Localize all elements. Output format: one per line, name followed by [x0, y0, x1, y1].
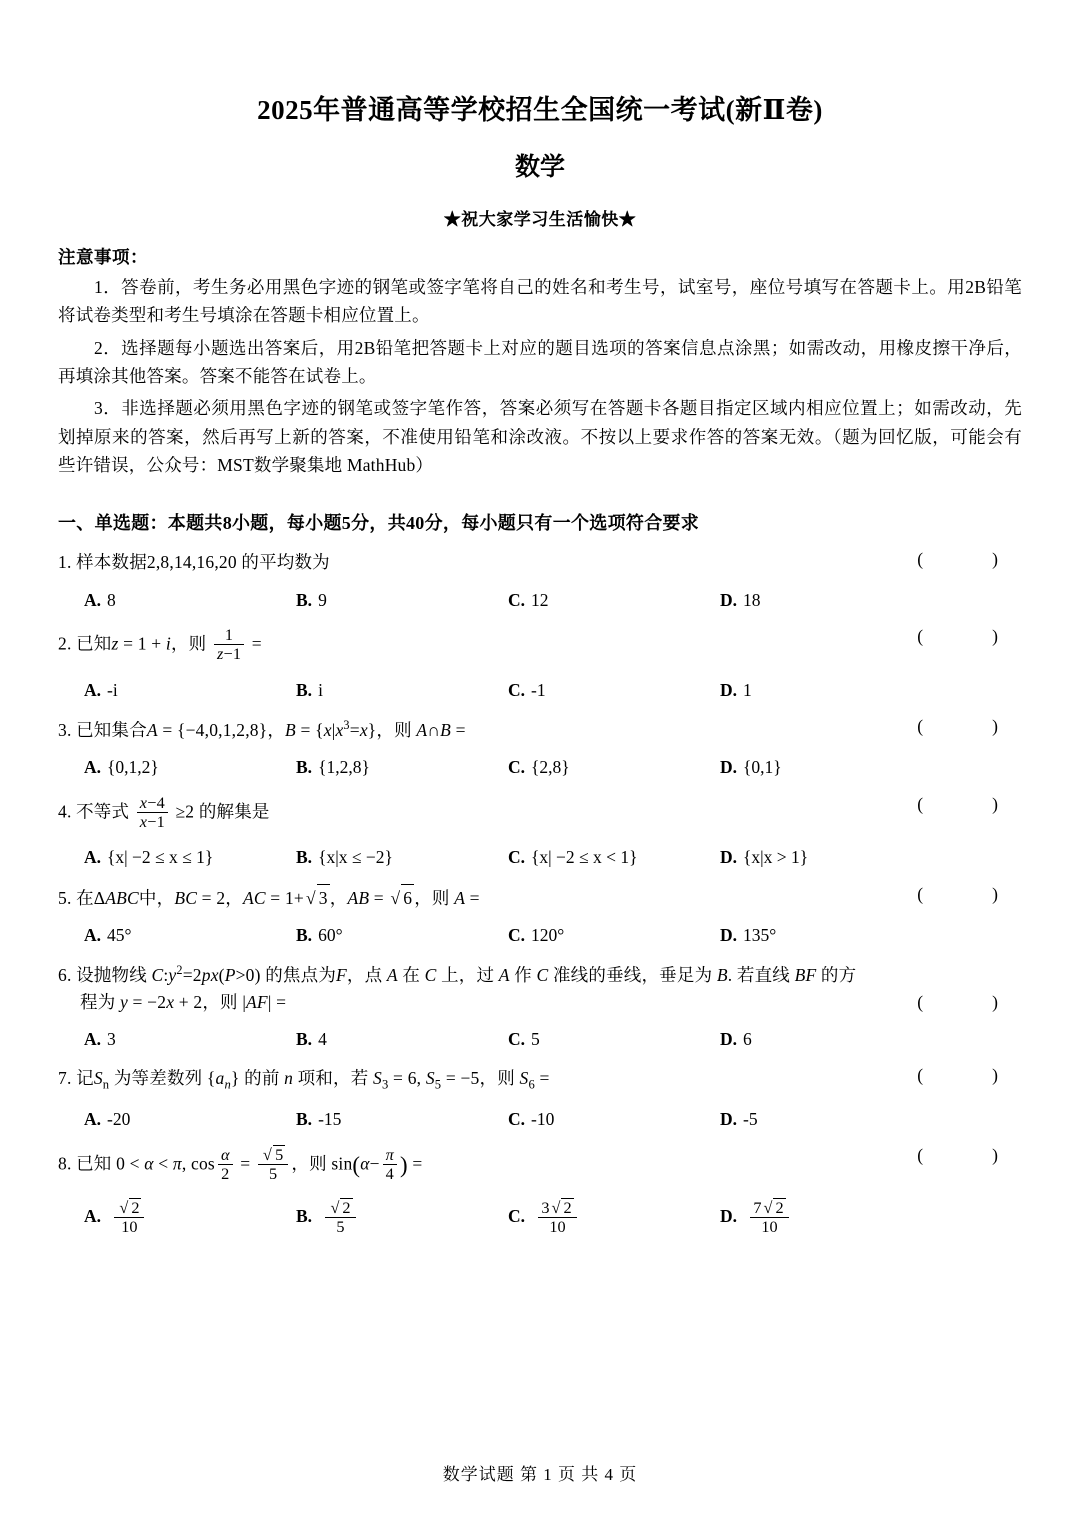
question-7-stem: 7. 记$S_n$ 为等差数列 $\{a_n\}$ 的前 n 项和，若 $S_3 = 6$, $S_5 = -5$，则 $S_6$ = [58, 1068, 550, 1092]
notice-item-2: 2．选择题每小题选出答案后，用2B铅笔把答题卡上对应的题目选项的答案信息点涂黑；如需改动，用橡皮擦干净后，再填涂其他答案。答案不能答在试卷上。 [58, 337, 1022, 387]
option-c[interactable]: C. {2,8} [508, 757, 570, 778]
question-8-answer-paren: ( ) [917, 1145, 1012, 1166]
option-b[interactable]: B. -15 [296, 1108, 342, 1129]
question-6-stem-line2: 程为 y = −2x + 2，则 |AF| = [80, 991, 287, 1012]
question-7-number: 7. [58, 1068, 72, 1089]
question-2-options [58, 678, 1022, 703]
option-b[interactable]: B. 4 [296, 1028, 327, 1049]
question-3-stem: 3. 已知集合A = {−4,0,1,2,8}，$B = \{x|x^3=x\}$，则 A∩B = [58, 718, 466, 740]
question-4-number: 4. [58, 801, 72, 822]
subject-title: 数学 [514, 154, 565, 181]
question-4 [58, 794, 1022, 870]
question-2-answer-paren: ( ) [917, 626, 1012, 647]
question-8-options [58, 1198, 1022, 1236]
page-title: 2025年普通高等学校招生全国统一考试(新Ⅱ卷) [257, 95, 823, 125]
question-6-answer-paren: ( ) [917, 992, 1012, 1013]
question-1-answer-paren: ( ) [917, 549, 1012, 570]
option-b[interactable]: B. {1,2,8} [296, 757, 370, 778]
option-b[interactable]: B. {x|x ≤ −2} [296, 847, 393, 868]
question-1-number: 1. [58, 552, 72, 573]
notice-item-1: 1．答卷前，考生务必用黑色字迹的钢笔或签字笔将自己的姓名和考生号，试室号，座位号填写在答题卡上。用2B铅笔将试卷类型和考生号填涂在答题卡相应位置上。 [58, 277, 1022, 326]
question-7-answer-paren: ( ) [917, 1065, 1012, 1086]
option-a[interactable]: A. -i [84, 679, 118, 700]
section-heading-single-choice: 一、单选题：本题共8小题，每小题5分，共40分，每小题只有一个选项符合要求 [58, 513, 700, 534]
option-b[interactable]: B. 60° [296, 924, 343, 945]
option-c[interactable]: C. {x| −2 ≤ x < 1} [508, 847, 638, 868]
option-a[interactable]: A. $\frac{√ 2}{10}$ [84, 1198, 296, 1236]
question-2 [58, 626, 1022, 702]
question-5-number: 5. [58, 887, 72, 908]
question-5-answer-paren: ( ) [917, 883, 1012, 904]
option-d[interactable]: D. -5 [720, 1108, 758, 1129]
option-b[interactable]: B. 9 [296, 589, 327, 610]
question-3-options [58, 755, 1022, 780]
option-c[interactable]: C. 5 [508, 1028, 540, 1049]
question-3-number: 3. [58, 719, 72, 740]
option-a[interactable]: A. -20 [84, 1108, 131, 1129]
option-a[interactable]: A. {0,1,2} [84, 757, 159, 778]
question-1 [58, 549, 1022, 612]
option-c[interactable]: C. 120° [508, 924, 565, 945]
notice-item-3: 3．非选择题必须用黑色字迹的钢笔或签字笔作答，答案必须写在答题卡各题目指定区域内相应位置上；如需改动，先划掉原来的答案，然后再写上新的答案，不准使用铅笔和涂改液。不按以上要求作答的答案无效。（题为回忆版，可能会有些许错误，公众号：MST数学聚集地 MathHub） [58, 398, 1022, 476]
question-1-stem: 1. 样本数据2,8,14,16,20 的平均数为 [58, 552, 330, 573]
question-8-number: 8. [58, 1153, 72, 1174]
option-d[interactable]: D. $\frac{7 √ 2}{10}$ [720, 1198, 932, 1236]
question-6-options [58, 1027, 1022, 1052]
question-5-stem: 5. 在ΔABC中，BC = 2，AC = 1+ √ 3 ，AB = √ 6 ，则 A = [58, 884, 1022, 911]
question-3-answer-paren: ( ) [917, 716, 1012, 737]
question-6-number: 6. [58, 965, 72, 986]
option-c[interactable]: C. -10 [508, 1108, 555, 1129]
question-2-stem: 2. 已知z = 1 + i，则 $\frac{1}{z-1}$ = [58, 626, 262, 664]
option-a[interactable]: A. 45° [84, 924, 132, 945]
option-d[interactable]: D. 18 [720, 589, 761, 610]
question-1-options [58, 588, 1022, 613]
option-d[interactable]: D. 135° [720, 924, 777, 945]
option-c[interactable]: C. $\frac{3 √ 2}{10}$ [508, 1198, 720, 1236]
question-6 [58, 961, 1022, 1051]
option-d[interactable]: D. {x|x > 1} [720, 847, 809, 868]
question-7 [58, 1065, 1022, 1131]
page-footer: 数学试题 第 1 页 共 4 页 [442, 1465, 638, 1484]
notice-heading: 注意事项： [58, 247, 148, 267]
option-d[interactable]: D. {0,1} [720, 757, 782, 778]
option-a[interactable]: A. 3 [84, 1028, 116, 1049]
question-5 [58, 884, 1022, 948]
option-c[interactable]: C. -1 [508, 679, 546, 700]
wish-line: ★祝大家学习生活愉快★ [443, 210, 637, 229]
question-4-answer-paren: ( ) [917, 793, 1012, 814]
option-b[interactable]: B. i [296, 679, 323, 700]
option-a[interactable]: A. {x| −2 ≤ x ≤ 1} [84, 847, 214, 868]
option-a[interactable]: A. 8 [84, 589, 116, 610]
question-6-stem: 6. 设抛物线 $C:y^2=2px(P>0)$ 的焦点为F，点 A 在 C 上，过 A 作 C 准线的垂线，垂足为 B. 若直线 BF 的方 程为 y = −2x + 2，则 |AF| = [58, 961, 1022, 1014]
option-c[interactable]: C. 12 [508, 589, 549, 610]
question-8 [58, 1145, 1022, 1236]
question-4-stem: 4. 不等式 $\frac{x-4}{x-1}$ ≥2 的解集是 [58, 793, 270, 831]
option-d[interactable]: D. 6 [720, 1028, 752, 1049]
question-5-options [58, 923, 1022, 948]
question-7-options [58, 1107, 1022, 1132]
option-b[interactable]: B. $\frac{√ 2}{5}$ [296, 1198, 508, 1236]
option-d[interactable]: D. 1 [720, 679, 752, 700]
question-8-stem: 8. 已知 0 < α < π, cos $\frac{\alpha}{2}$ = $\frac{√ 5}{5}$ ，则 sin(α− $\frac{\pi}{4}$ ) = [58, 1146, 423, 1184]
question-3 [58, 716, 1022, 780]
question-4-options [58, 845, 1022, 870]
question-2-number: 2. [58, 633, 72, 654]
